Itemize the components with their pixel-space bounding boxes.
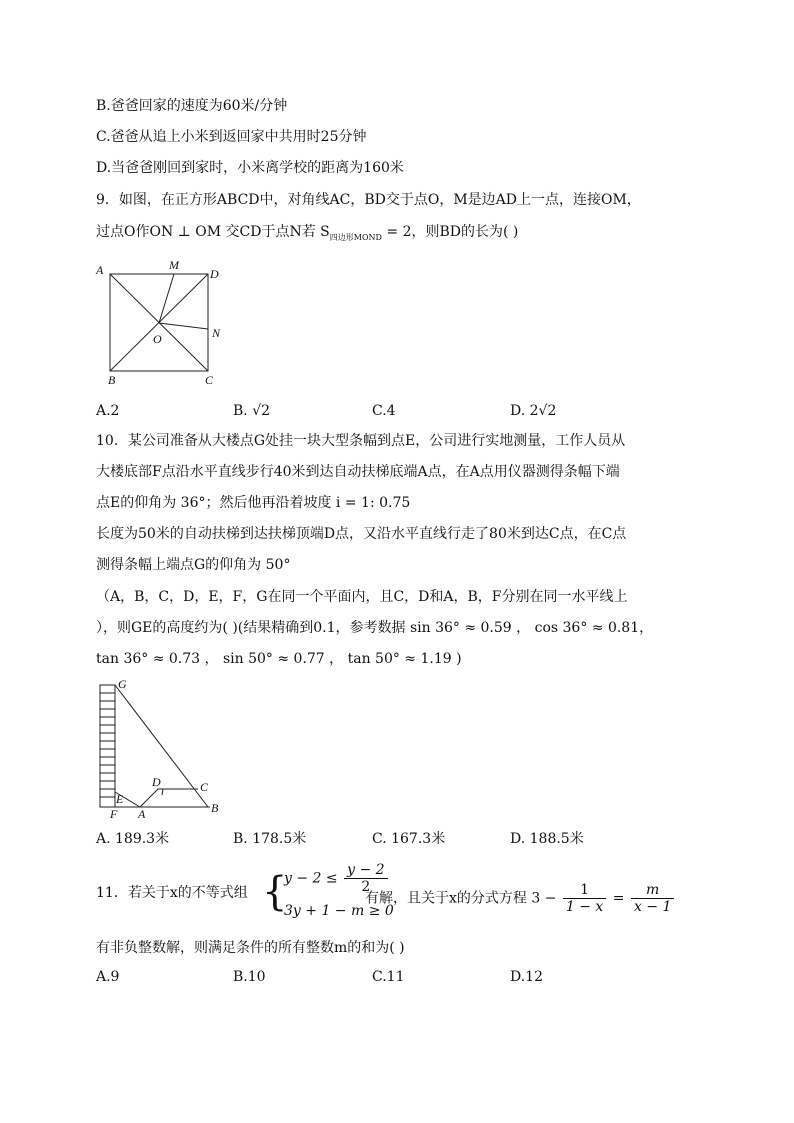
label-b: B [211,801,219,815]
q11-row1-den: 2 [361,879,371,895]
q10-stem-line3: 点E的仰角为 36°；然后他再沿着坡度 i = 1: 0.75 [96,495,411,511]
q10-option-a: A. 189.3米 [96,831,170,847]
label-e: E [116,792,124,806]
label-m: M [169,258,179,272]
q9-stem-line2-b: = 2，则BD的长为( ) [381,224,519,240]
q11-eq-frac1 [563,882,606,915]
q11-option-c: C.11 [372,969,405,985]
q10-stem-line5: 测得条幅上端点G的仰角为 50° [96,557,291,573]
q10-stem-line7: ），则GE的高度约为( )(结果精确到0.1，参考数据 sin 36° ≈ 0.59 ， cos 36° ≈ 0.81， [96,620,654,636]
q11-eq-frac2 [631,882,674,915]
q10-stem-line2: 大楼底部F点沿水平直线步行40米到达自动扶梯底端A点，在A点用仪器测得条幅下端 [96,464,620,480]
q10-stem-line1: 10．某公司准备从大楼点G处挂一块大型条幅到点E，公司进行实地测量，工作人员从 [96,433,626,449]
q10-stem-line4: 长度为50米的自动扶梯到达扶梯顶端D点，又沿水平直线行走了80米到达C点，在C点 [96,526,627,542]
escalator-ad [140,789,163,807]
q11-equation [365,882,676,915]
label-c: C [205,373,214,387]
q8-option-d: D.当爸爸刚回到家时，小米离学校的距离为160米 [96,160,404,176]
q11-eq-den2: x − 1 [633,899,672,915]
q11-inequality-row2: 3y + 1 − m ≥ 0 [284,903,394,919]
q11-eq-num2: m [631,882,674,899]
q11-row1-left: y − 2 ≤ [284,870,338,887]
q11-eq-den1: 1 − x [565,899,604,915]
q8-option-b: B.爸爸回家的速度为60米/分钟 [96,98,288,114]
q11-brace: { [262,869,288,915]
q9-stem-line1: 9．如图，在正方形ABCD中，对角线AC，BD交于点O，M是边AD上一点，连接OM， [96,192,641,208]
q11-option-d: D.12 [510,969,543,985]
label-d: D [210,267,219,281]
label-a: A [138,807,146,821]
q9-area-subscript: 四边形MOND [329,232,382,242]
q9-option-c: C.4 [372,403,396,419]
q10-building-figure [92,676,232,822]
q11-stem-line2: 有非负整数解，则满足条件的所有整数m的和为( ) [96,940,405,956]
q11-prefix: 11．若关于x的不等式组 [96,885,248,901]
q11-eq-num1: 1 [563,882,606,899]
q11-eq-equals: = [612,890,625,907]
q11-row1-num: y − 2 [344,862,387,879]
q10-option-d: D. 188.5米 [510,831,584,847]
label-n: N [212,326,221,340]
label-f: F [110,807,118,821]
q9-square-figure [92,258,232,388]
q10-stem-line6: （A，B，C，D，E，F，G在同一个平面内，且C，D和A，B，F分别在同一水平线上 [96,589,628,605]
q9-stem-line2 [96,221,518,249]
q10-stem-line8: tan 36° ≈ 0.73 ， sin 50° ≈ 0.77 ， tan 50° ≈ 1.19 ) [96,651,462,667]
q9-option-a: A.2 [96,403,120,419]
q8-option-c: C.爸爸从追上小米到返回家中共用时25分钟 [96,129,367,145]
q10-option-c: C. 167.3米 [372,831,446,847]
q11-option-b: B.10 [233,969,266,985]
label-a: A [96,263,104,277]
q9-stem-line2-a: 过点O作ON ⊥ OM 交CD于点N若 S [96,224,330,240]
label-c: C [200,780,209,794]
q9-option-d: D. 2√2 [510,403,557,419]
label-b: B [108,373,116,387]
q9-option-b: B. √2 [233,403,271,419]
q11-option-a: A.9 [96,969,120,985]
label-o: O [153,332,162,346]
q11-middle: 有解，且关于x的分式方程 3 − [365,890,557,907]
label-d: D [152,775,161,789]
building-floors [100,693,115,797]
label-g: G [118,677,127,691]
q10-option-b: B. 178.5米 [233,831,307,847]
segment-on [159,323,208,329]
